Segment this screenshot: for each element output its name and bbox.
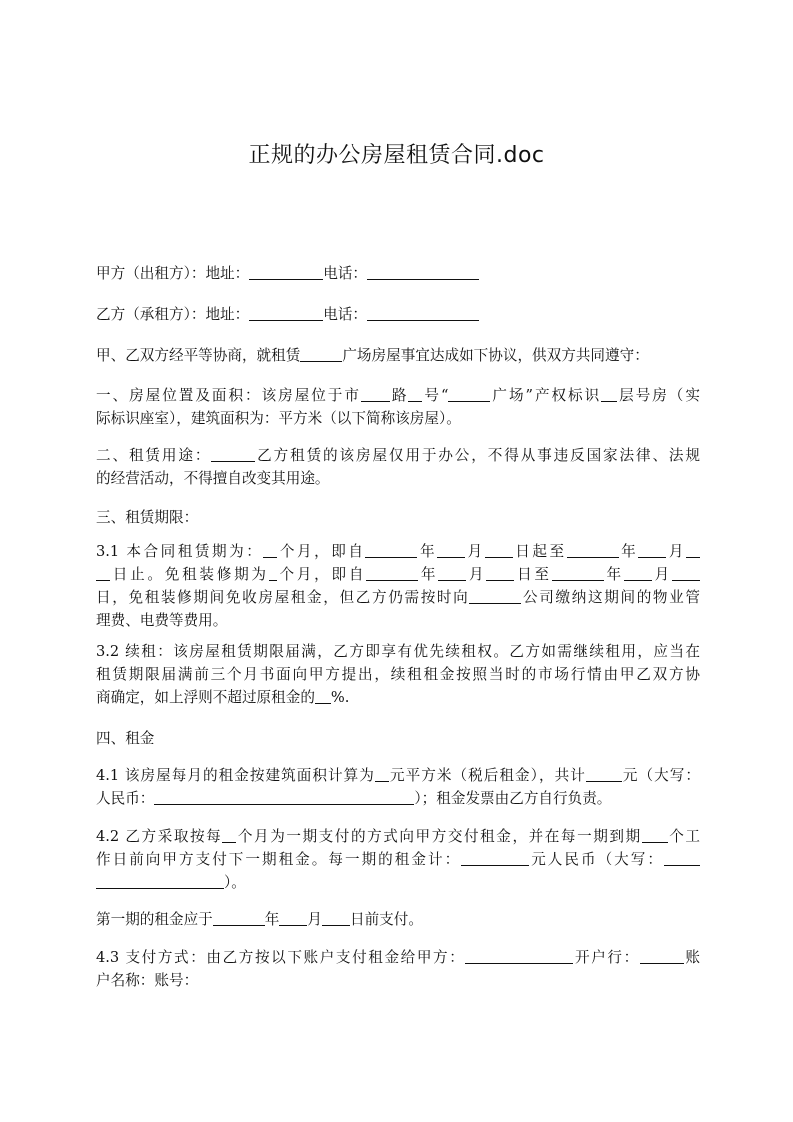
document-title: 正规的办公房屋租赁合同.doc bbox=[248, 143, 545, 168]
s32-line-2: 租赁期限届满前三个月书面向甲方提出，续租租金按照当时的市场行情由甲乙双方协 bbox=[96, 666, 700, 683]
s1-text-b: 路 bbox=[389, 387, 409, 404]
s32-l3-a: 商确定，如上浮则不超过原租金的 bbox=[96, 689, 315, 706]
party-b-phone-label: 电话： bbox=[323, 306, 368, 323]
s43-account-blank bbox=[465, 948, 573, 964]
s3-heading-text: 三、租赁期限： bbox=[96, 509, 199, 526]
s42-l1-c: 个工 bbox=[667, 828, 700, 845]
party-a-phone-label: 电话： bbox=[323, 265, 368, 282]
s31-l1-d: 月 bbox=[465, 543, 485, 560]
s43-bank-blank bbox=[640, 948, 684, 964]
party-a-label: 甲方（出租方）：地址： bbox=[96, 265, 250, 282]
section-3-2-renewal bbox=[96, 640, 700, 709]
s31-l2-e: 日至 bbox=[514, 566, 552, 583]
s31-l3-b: 公司缴纳这期间的物业管 bbox=[521, 589, 700, 606]
s41-l1-b: 元平方米（税后租金），共计 bbox=[388, 767, 586, 784]
party-b-phone-blank bbox=[367, 305, 479, 321]
s42-l1-a: 4.2 乙方采取按每 bbox=[96, 828, 223, 845]
section-1-location bbox=[96, 384, 700, 430]
s31-l1-g: 月 bbox=[666, 543, 686, 560]
s1-line-2: 际标识座室），建筑面积为：平方米（以下简称该房屋）。 bbox=[96, 410, 461, 427]
first-payment-line bbox=[96, 908, 700, 931]
s41-l1-c: 元（大写： bbox=[621, 767, 700, 784]
s31-l1-a: 3.1 本合同租赁期为： bbox=[96, 543, 264, 560]
s31-l2-d: 月 bbox=[466, 566, 487, 583]
s31-free-start-month-blank bbox=[438, 565, 466, 581]
s31-free-end-month-blank bbox=[624, 565, 652, 581]
s31-free-end-day-blank bbox=[672, 565, 700, 581]
s31-l2-c: 年 bbox=[418, 566, 439, 583]
s32-l3-b: %. bbox=[330, 689, 350, 706]
intro-text-1: 甲、乙双方经平等协商，就租赁 bbox=[96, 347, 301, 364]
s1-road-blank bbox=[361, 386, 390, 402]
s31-l1-f: 年 bbox=[618, 543, 639, 560]
party-a-phone-blank bbox=[367, 264, 479, 280]
s1-text-a: 一、房屋位置及面积：该房屋位于市 bbox=[96, 387, 361, 404]
s31-l1-b: 个月，即自 bbox=[277, 543, 366, 560]
s43-l1-a: 4.3 支付方式：由乙方按以下账户支付租金给甲方： bbox=[96, 949, 466, 966]
s41-total-blank bbox=[586, 766, 622, 782]
s41-l2-a: 人民币： bbox=[96, 790, 155, 807]
fp-year-blank bbox=[213, 910, 265, 926]
s31-free-start-day-blank bbox=[486, 565, 514, 581]
s31-l3-a: 日，免租装修期间免收房屋租金，但乙方仍需按时向 bbox=[96, 589, 470, 606]
s42-l2-a: 作日前向甲方支付下一期租金。每一期的租金计： bbox=[96, 851, 462, 868]
party-a-line bbox=[96, 262, 700, 285]
s31-start-day-blank bbox=[485, 542, 513, 558]
s42-amount-blank bbox=[461, 850, 529, 866]
s42-l2-b: 元人民币（大写： bbox=[529, 851, 664, 868]
party-b-line bbox=[96, 303, 700, 326]
section-4-heading bbox=[96, 727, 700, 750]
s31-l2-g: 月 bbox=[651, 566, 672, 583]
s31-start-month-blank bbox=[437, 542, 465, 558]
fp-d: 日前支付。 bbox=[349, 911, 423, 928]
s31-l2-b: 个月，即自 bbox=[276, 566, 367, 583]
s2-line-2: 的经营活动，不得擅自改变其用途。 bbox=[96, 470, 330, 487]
s31-company-blank bbox=[469, 588, 521, 604]
s31-line-4: 理费、电费等费用。 bbox=[96, 612, 228, 629]
s41-amount-words-blank bbox=[154, 789, 414, 805]
s32-percent-blank bbox=[315, 688, 331, 704]
s31-months-blank bbox=[263, 542, 277, 558]
s31-end-day-blank-b bbox=[96, 565, 110, 581]
section-3-1-term bbox=[96, 540, 700, 632]
s31-l2-f: 年 bbox=[603, 566, 624, 583]
s1-number-blank bbox=[408, 386, 422, 402]
s42-months-blank bbox=[222, 827, 236, 843]
section-4-3-payment-method bbox=[96, 946, 700, 992]
s42-words-blank-a bbox=[664, 850, 700, 866]
fp-c: 月 bbox=[307, 911, 322, 928]
s43-line-2: 户名称：账号： bbox=[96, 972, 199, 989]
fp-day-blank bbox=[322, 910, 350, 926]
s31-end-month-blank bbox=[638, 542, 666, 558]
s2-usage-blank bbox=[211, 446, 255, 462]
section-3-heading bbox=[96, 506, 700, 529]
s4-heading-text: 四、租金 bbox=[96, 730, 155, 747]
s31-free-end-year-blank bbox=[552, 565, 604, 581]
s2-text-a: 二、租赁用途： bbox=[96, 447, 212, 464]
s43-l1-b: 开户行： bbox=[573, 949, 640, 966]
party-b-label: 乙方（承租方）：地址： bbox=[96, 306, 250, 323]
s2-text-b: 乙方租赁的该房屋仅用于办公，不得从事违反国家法律、法规 bbox=[255, 447, 700, 464]
party-b-address-blank bbox=[249, 305, 323, 321]
s41-unit-price-blank bbox=[375, 766, 389, 782]
s42-words-blank-b bbox=[96, 873, 224, 889]
s42-days-blank bbox=[642, 827, 668, 843]
s31-l1-e: 日起至 bbox=[512, 543, 567, 560]
s42-l3-b: ）。 bbox=[224, 874, 246, 891]
section-4-2-payment-cycle bbox=[96, 825, 700, 894]
section-4-1-rent bbox=[96, 764, 700, 810]
s1-text-d: 广场”产权标识 bbox=[490, 387, 602, 404]
section-2-usage bbox=[96, 444, 700, 490]
intro-paragraph bbox=[96, 344, 700, 367]
s31-start-year-blank bbox=[365, 542, 417, 558]
s1-text-e: 层号房（实 bbox=[617, 387, 700, 404]
s1-plaza-blank bbox=[448, 386, 490, 402]
fp-a: 第一期的租金应于 bbox=[96, 911, 213, 928]
fp-month-blank bbox=[279, 910, 307, 926]
s31-free-months-blank bbox=[269, 565, 277, 581]
party-a-address-blank bbox=[249, 264, 323, 280]
s41-l1-a: 4.1 该房屋每月的租金按建筑面积计算为 bbox=[96, 767, 375, 784]
s1-floor-blank bbox=[601, 386, 617, 402]
s32-line-1: 3.2 续租：该房屋租赁期限届满，乙方即享有优先续租权。乙方如需继续租用，应当在 bbox=[96, 643, 700, 660]
fp-b: 年 bbox=[264, 911, 280, 928]
s42-l1-b: 个月为一期支付的方式向甲方交付租金，并在每一期到期 bbox=[236, 828, 642, 845]
s31-l2-a: 日止。免租装修期为 bbox=[110, 566, 269, 583]
s31-l1-c: 年 bbox=[417, 543, 438, 560]
s31-end-year-blank bbox=[567, 542, 619, 558]
s31-free-start-year-blank bbox=[366, 565, 418, 581]
intro-text-2: 广场房屋事宜达成如下协议，供双方共同遵守： bbox=[342, 347, 649, 364]
s31-end-day-blank-a bbox=[686, 542, 700, 558]
s43-l1-c: 账 bbox=[683, 949, 700, 966]
intro-blank bbox=[300, 346, 342, 362]
s41-l2-b: ）；租金发票由乙方自行负责。 bbox=[414, 790, 612, 807]
s1-text-c: 号“ bbox=[422, 387, 449, 404]
